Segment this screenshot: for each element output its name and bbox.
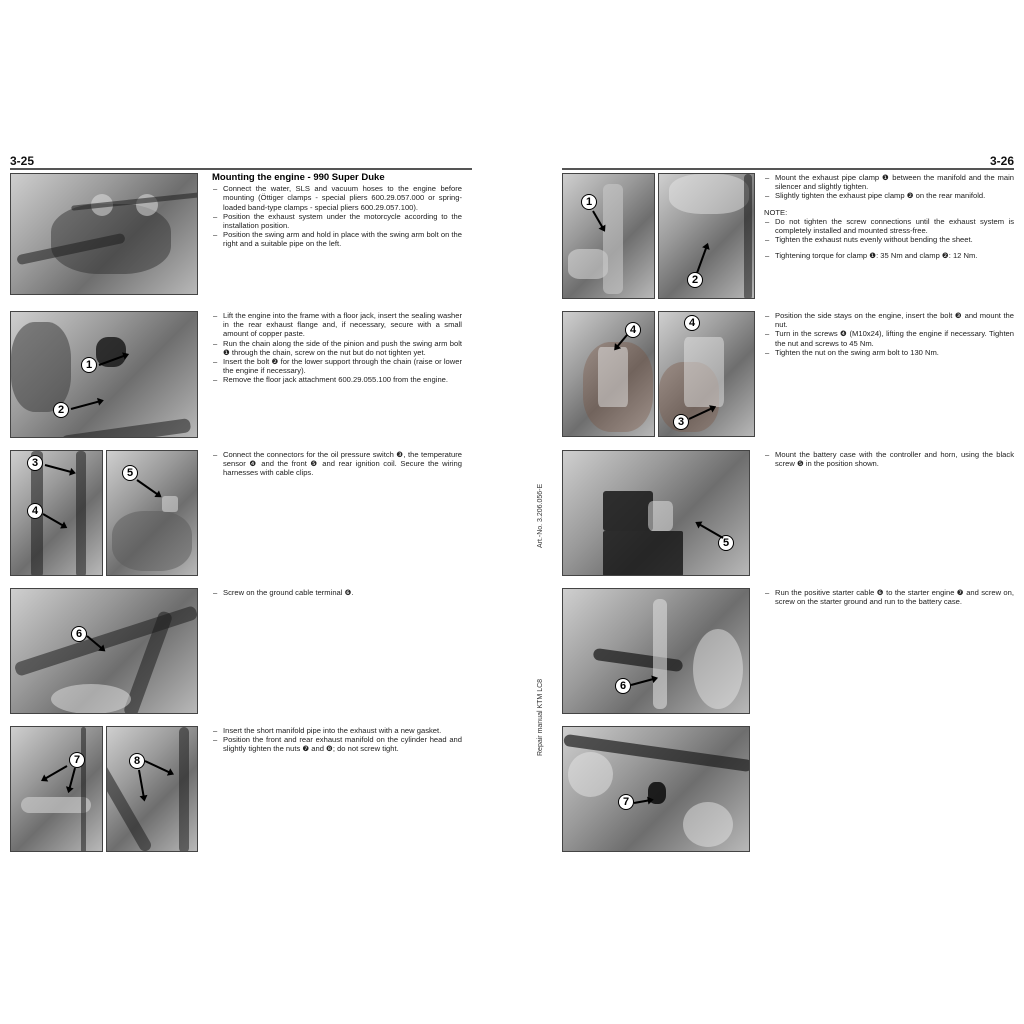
callout-7: 7 bbox=[69, 752, 85, 768]
callout-r6: 6 bbox=[615, 678, 631, 694]
text-block-4 bbox=[212, 588, 462, 597]
photo-ignition-coil bbox=[106, 450, 198, 576]
step: – Remove the floor jack attachment 600.29.055.100 from the engine. bbox=[212, 375, 462, 384]
callout-r5: 5 bbox=[718, 535, 734, 551]
page-number-right: 3-26 bbox=[990, 154, 1015, 168]
step: – Turn in the screws ❹ (M10x24), lifting the engine if necessary. Tighten the nut and screws to 45 Nm. bbox=[764, 329, 1014, 347]
arrow-icon bbox=[71, 400, 102, 410]
section-title: Mounting the engine - 990 Super Duke bbox=[212, 172, 385, 183]
step: – Position the front and rear exhaust manifold on the cylinder head and slightly tighten the nuts ❼ and ❽; do not screw tight. bbox=[212, 735, 462, 753]
manual-title: Repair manual KTM LC8 bbox=[537, 678, 544, 756]
photo-swing-arm bbox=[10, 311, 198, 438]
callout-6: 6 bbox=[71, 626, 87, 642]
callout-r1: 1 bbox=[581, 194, 597, 210]
photo-starter-cable bbox=[562, 588, 750, 714]
callout-8: 8 bbox=[129, 753, 145, 769]
photo-rear-manifold bbox=[106, 726, 198, 852]
step: – Tighten the nut on the swing arm bolt to 130 Nm. bbox=[764, 348, 1014, 357]
photo-ground-cable bbox=[10, 588, 198, 714]
callout-3: 3 bbox=[27, 455, 43, 471]
step: – Run the chain along the side of the pinion and push the swing arm bolt ❶ through the chain, screw on the nut but do not tighten yet. bbox=[212, 339, 462, 357]
photo-side-stays-left bbox=[562, 311, 655, 437]
step: – Position the side stays on the engine, insert the bolt ❸ and mount the nut. bbox=[764, 311, 1014, 329]
step: – Position the swing arm and hold in place with the swing arm bolt on the right and a suitable pipe on the left. bbox=[212, 230, 462, 248]
step: – Mount the battery case with the controller and horn, using the black screw ❺ in the position shown. bbox=[764, 450, 1014, 468]
note-step: – Tighten the exhaust nuts evenly without bending the sheet. bbox=[764, 235, 1014, 244]
photo-oil-pressure-switch bbox=[10, 450, 103, 576]
photo-battery-case bbox=[562, 450, 750, 576]
text-block-3 bbox=[212, 450, 462, 478]
photo-front-manifold bbox=[10, 726, 103, 852]
text-block-5 bbox=[212, 726, 462, 754]
header-rule-left bbox=[10, 168, 472, 170]
callout-r7: 7 bbox=[618, 794, 634, 810]
step: – Screw on the ground cable terminal ❻. bbox=[212, 588, 462, 597]
arrow-icon bbox=[43, 513, 67, 528]
step: – Run the positive starter cable ❻ to the starter engine ❼ and screw on, screw on the starter ground and run to the battery case. bbox=[764, 588, 1014, 606]
arrow-icon bbox=[145, 760, 173, 774]
photo-starter-engine bbox=[562, 726, 750, 852]
arrow-icon bbox=[696, 244, 708, 273]
callout-r4b: 4 bbox=[684, 315, 700, 331]
text-block-r3 bbox=[764, 450, 1014, 468]
callout-r2: 2 bbox=[687, 272, 703, 288]
text-block-2 bbox=[212, 311, 462, 385]
arrow-icon bbox=[45, 464, 74, 474]
arrow-icon bbox=[634, 799, 652, 804]
callout-2: 2 bbox=[53, 402, 69, 418]
photo-exhaust-clamp-rear bbox=[658, 173, 755, 299]
arrow-icon bbox=[68, 768, 76, 792]
arrow-icon bbox=[136, 479, 160, 497]
arrow-icon bbox=[697, 522, 724, 539]
art-number: Art.-No. 3.206.056-E bbox=[537, 483, 544, 548]
photo-exhaust-clamp-front bbox=[562, 173, 655, 299]
page-number-left: 3-25 bbox=[10, 154, 35, 168]
arrow-icon bbox=[138, 770, 145, 800]
text-block-r1 bbox=[764, 173, 1014, 261]
header-rule-right bbox=[562, 168, 1014, 170]
callout-5: 5 bbox=[122, 465, 138, 481]
step: – Mount the exhaust pipe clamp ❶ between the manifold and the main silencer and slightly tighten. bbox=[764, 173, 1014, 191]
photo-engine-overview bbox=[10, 173, 198, 295]
note-step: – Do not tighten the screw connections until the exhaust system is completely installed and mounted stress-free. bbox=[764, 217, 1014, 235]
arrow-icon bbox=[42, 765, 67, 781]
step: – Slightly tighten the exhaust pipe clamp ❷ on the rear manifold. bbox=[764, 191, 1014, 200]
text-block-r4 bbox=[764, 588, 1014, 606]
callout-r4a: 4 bbox=[625, 322, 641, 338]
step: – Position the exhaust system under the motorcycle according to the installation position. bbox=[212, 212, 462, 230]
step: – Insert the short manifold pipe into the exhaust with a new gasket. bbox=[212, 726, 462, 735]
step: – Insert the bolt ❷ for the lower support through the chain (raise or lower the engine if necessary). bbox=[212, 357, 462, 375]
text-block-1 bbox=[212, 173, 462, 249]
step: – Lift the engine into the frame with a floor jack, insert the sealing washer in the rear exhaust flange and, if necessary, secure with a small amount of copper paste. bbox=[212, 311, 462, 339]
callout-4: 4 bbox=[27, 503, 43, 519]
torque-step: – Tightening torque for clamp ❶: 35 Nm and clamp ❷: 12 Nm. bbox=[764, 251, 1014, 260]
step: – Connect the connectors for the oil pressure switch ❸, the temperature sensor ❹ and the front ❺ and rear ignition coil. Secure the wiring harnesses with cable clips. bbox=[212, 450, 462, 478]
callout-r3: 3 bbox=[673, 414, 689, 430]
step: – Connect the water, SLS and vacuum hoses to the engine before mounting (Öttiger clamps - special pliers 600.29.057.000 or spring-loaded band-type clamps - special pliers 600.29.057.100). bbox=[212, 184, 462, 212]
photo-side-stays-right bbox=[658, 311, 755, 437]
callout-1: 1 bbox=[81, 357, 97, 373]
note-label: NOTE: bbox=[764, 207, 788, 217]
text-block-r2 bbox=[764, 311, 1014, 357]
